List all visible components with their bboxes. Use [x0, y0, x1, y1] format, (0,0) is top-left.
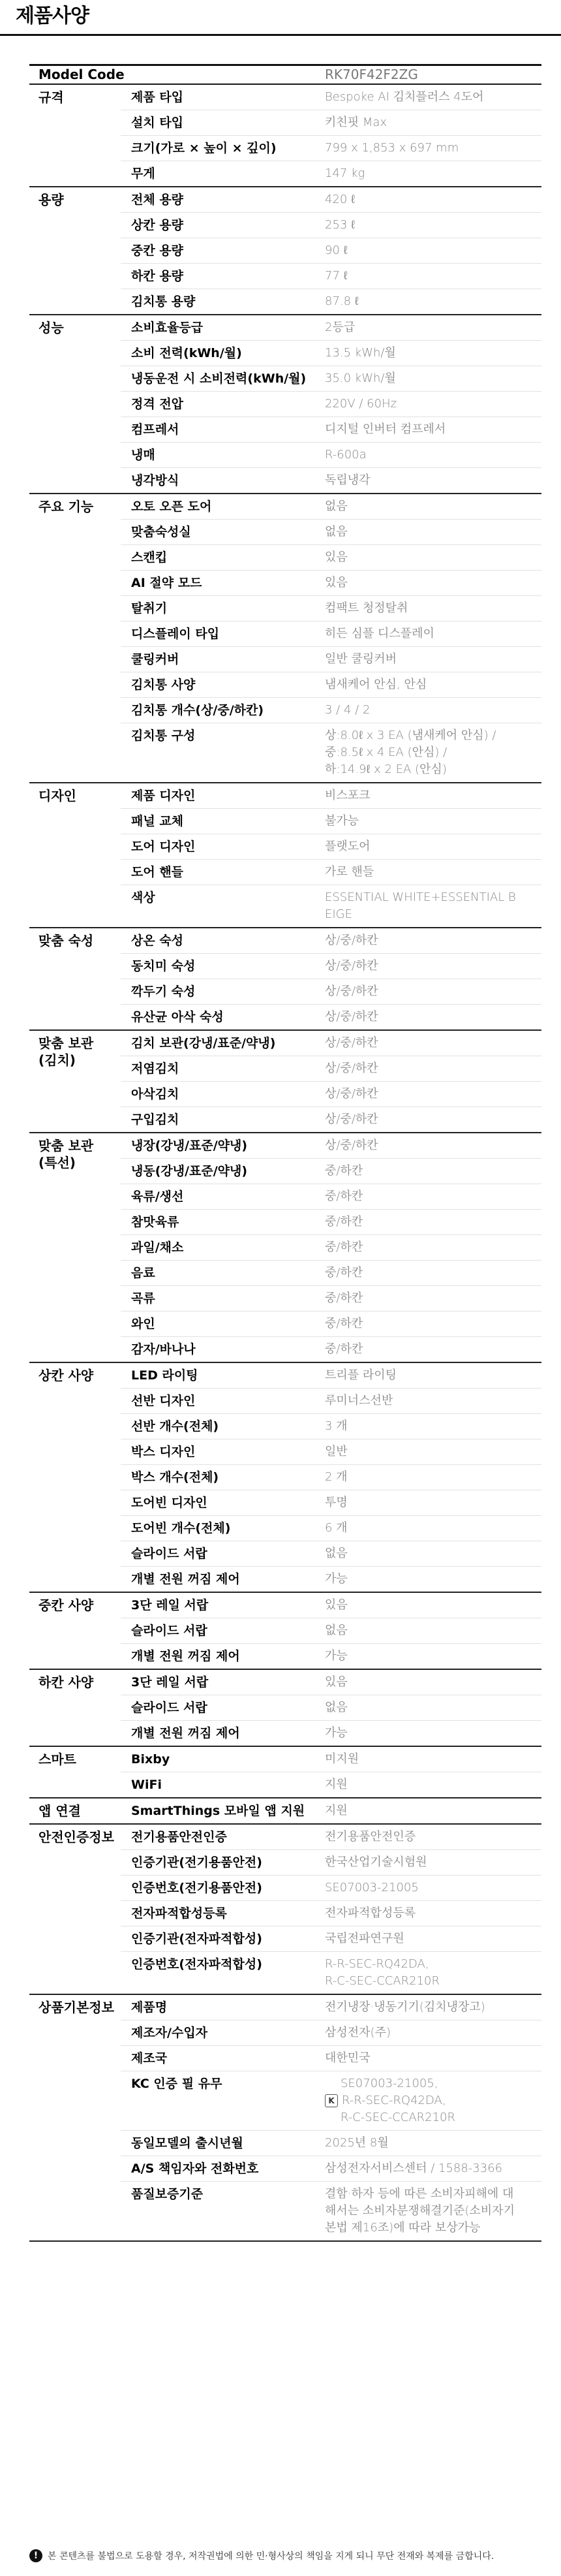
section-rows — [121, 1031, 541, 1132]
spec-value: 가능 — [325, 1572, 348, 1586]
spec-value: 2등급 — [325, 321, 356, 334]
kc-mark-icon: K — [325, 2094, 338, 2107]
spec-row — [121, 2156, 541, 2181]
spec-value: 삼성전자서비스센터 / 1588-3366 — [325, 2161, 503, 2175]
spec-key: 중칸 용량 — [131, 243, 184, 258]
spec-value: 냄새케어 안심, 안심 — [325, 678, 427, 691]
spec-row — [121, 953, 541, 979]
spec-key: 냉동운전 시 소비전력(kWh/월) — [131, 371, 307, 386]
section-rows — [121, 1670, 541, 1746]
spec-row — [121, 1643, 541, 1669]
spec-row — [121, 928, 541, 953]
spec-value: 상/중/하칸 — [325, 1112, 378, 1126]
section-label: 맞춤 보관 (특선) — [38, 1138, 94, 1170]
spec-key: 개별 전원 꺼짐 제어 — [131, 1572, 240, 1586]
spec-value: 대한민국 — [325, 2051, 371, 2065]
spec-section — [29, 1797, 541, 1823]
spec-row — [121, 289, 541, 314]
spec-value: 6 개 — [325, 1521, 348, 1535]
spec-key: 김치통 용량 — [131, 294, 196, 309]
spec-row — [121, 1772, 541, 1797]
spec-row — [121, 519, 541, 544]
spec-key: 디스플레이 타입 — [131, 627, 220, 641]
spec-value: 중/하칸 — [325, 1317, 363, 1330]
spec-row — [121, 1285, 541, 1311]
spec-row — [121, 1875, 541, 1900]
notice-text: 본 콘텐츠를 불법으로 도용할 경우, 저작권법에 의한 민·형사상의 책임을 지게 되니 무단 전재와 복제를 금합니다. — [48, 2551, 494, 2562]
spec-key: 김치통 구성 — [131, 729, 196, 743]
spec-key: KC 인증 필 유무 — [131, 2077, 222, 2091]
spec-value: 2025년 8월 — [325, 2136, 389, 2150]
spec-key: 하칸 용량 — [131, 269, 184, 283]
spec-key: 저염김치 — [131, 1061, 179, 1076]
spec-value: 삼성전자(주) — [325, 2026, 391, 2039]
spec-key: 패널 교체 — [131, 814, 184, 828]
spec-key: 감자/바나나 — [131, 1342, 196, 1357]
section-rows — [121, 783, 541, 927]
spec-key: AI 절약 모드 — [131, 576, 202, 590]
spec-value: 있음 — [325, 550, 348, 564]
spec-value: 전기용품안전인증 — [325, 1830, 416, 1844]
spec-row — [121, 1926, 541, 1951]
spec-key: 선반 디자인 — [131, 1394, 196, 1408]
spec-section — [29, 1592, 541, 1669]
spec-row — [121, 1618, 541, 1643]
spec-key: 전자파적합성등록 — [131, 1906, 227, 1921]
spec-key: 동치미 숙성 — [131, 959, 196, 973]
spec-section — [29, 1029, 541, 1132]
spec-value: 트리플 라이팅 — [325, 1368, 397, 1382]
spec-key: 와인 — [131, 1317, 155, 1331]
spec-row — [121, 570, 541, 595]
spec-value: 상/중/하칸 — [325, 1010, 378, 1024]
spec-row — [121, 2071, 541, 2130]
spec-key: 슬라이드 서랍 — [131, 1701, 207, 1715]
spec-key: 냉매 — [131, 448, 155, 462]
spec-section — [29, 927, 541, 1029]
spec-value: 87.8 ℓ — [325, 294, 359, 308]
spec-value: 불가능 — [325, 814, 359, 828]
spec-row — [121, 340, 541, 366]
spec-row — [121, 1515, 541, 1541]
section-rows — [121, 928, 541, 1029]
spec-row — [121, 1593, 541, 1618]
spec-key: 탈취기 — [131, 601, 168, 616]
spec-key: 제품명 — [131, 2000, 168, 2015]
kc-cert-line: SE07003-21005, — [341, 2077, 438, 2090]
spec-row — [121, 212, 541, 238]
spec-value: 중/하칸 — [325, 1164, 363, 1178]
spec-key: A/S 책임자와 전화번호 — [131, 2161, 259, 2176]
spec-key: 색상 — [131, 890, 155, 905]
spec-row — [121, 238, 541, 263]
spec-value: 일반 쿨링커버 — [325, 652, 397, 666]
spec-row — [121, 1849, 541, 1875]
spec-row — [121, 1004, 541, 1029]
section-rows — [121, 1363, 541, 1592]
spec-row — [121, 1234, 541, 1260]
spec-value: 없음 — [325, 1547, 348, 1560]
spec-row — [121, 2130, 541, 2156]
kc-cert-line: R-C-SEC-CCAR210R — [341, 2111, 456, 2124]
spec-section — [29, 186, 541, 314]
spec-value: 없음 — [325, 525, 348, 539]
spec-key: 아삭김치 — [131, 1087, 179, 1101]
spec-key: 제조자/수입자 — [131, 2026, 208, 2040]
spec-key: 곡류 — [131, 1291, 155, 1306]
spec-key: 동일모델의 출시년월 — [131, 2136, 243, 2150]
spec-key: 도어빈 개수(전체) — [131, 1521, 231, 1535]
spec-row — [121, 85, 541, 110]
model-code-value: RK70F42F2ZG — [325, 67, 418, 82]
spec-value: 중/하칸 — [325, 1189, 363, 1203]
spec-row — [121, 1695, 541, 1720]
spec-value: 지원 — [325, 1778, 348, 1791]
spec-row — [121, 2045, 541, 2071]
spec-value: R-R-SEC-RQ42DA, R-C-SEC-CCAR210R — [325, 1957, 440, 1988]
section-rows — [121, 1825, 541, 1994]
spec-value: 799 x 1,853 x 697 mm — [325, 141, 459, 155]
spec-value: 중/하칸 — [325, 1215, 363, 1229]
spec-value: 미지원 — [325, 1752, 359, 1766]
spec-key: 슬라이드 서랍 — [131, 1547, 207, 1561]
warning-icon: ! — [29, 2549, 42, 2562]
section-label: 상칸 사양 — [38, 1368, 94, 1383]
spec-key: 김치통 사양 — [131, 678, 196, 692]
spec-row — [121, 1388, 541, 1413]
spec-row — [121, 135, 541, 161]
model-code-label: Model Code — [38, 67, 125, 82]
spec-row — [121, 391, 541, 416]
spec-value: 있음 — [325, 1598, 348, 1612]
spec-key: 설치 타입 — [131, 116, 184, 130]
section-label: 성능 — [38, 320, 64, 336]
spec-row — [121, 1951, 541, 1994]
spec-row — [121, 1798, 541, 1823]
spec-value: 국립전파연구원 — [325, 1932, 404, 1945]
section-label: 안전인증정보 — [38, 1829, 114, 1845]
spec-value: 상:8.0ℓ x 3 EA (냄새케어 안심) / 중:8.5ℓ x 4 EA (안심) / 하:14.9ℓ x 2 EA (안심) — [325, 729, 496, 776]
section-label: 디자인 — [38, 788, 76, 804]
spec-row — [121, 1133, 541, 1158]
section-rows — [121, 187, 541, 314]
spec-row — [121, 595, 541, 621]
spec-value — [325, 2071, 541, 2130]
spec-value: 상/중/하칸 — [325, 959, 378, 973]
spec-value: 결함·하자 등에 따른 소비자피해에 대 해서는 소비자분쟁해결기준(소비자기 본법 제16조)에 따라 보상가능 — [325, 2187, 515, 2235]
section-label: 중칸 사양 — [38, 1597, 94, 1613]
spec-value: 있음 — [325, 1675, 348, 1689]
spec-key: 김치 보관(강냉/표준/약냉) — [131, 1036, 276, 1050]
spec-value: 상/중/하칸 — [325, 984, 378, 998]
spec-row — [121, 416, 541, 442]
spec-key: 개별 전원 꺼짐 제어 — [131, 1726, 240, 1740]
spec-value: 77 ℓ — [325, 269, 348, 283]
spec-key: 김치통 개수(상/중/하칸) — [131, 703, 264, 717]
copyright-notice — [29, 2549, 551, 2562]
spec-value: 비스포크 — [325, 789, 371, 802]
spec-value: 디지털 인버터 컴프레서 — [325, 422, 446, 436]
spec-row — [121, 783, 541, 808]
spec-key: 개별 전원 꺼짐 제어 — [131, 1649, 240, 1663]
spec-row — [121, 1464, 541, 1490]
spec-key: 제조국 — [131, 2051, 168, 2066]
spec-value: R-600a — [325, 448, 367, 462]
spec-key: 3단 레일 서랍 — [131, 1675, 209, 1689]
spec-row — [121, 1311, 541, 1336]
spec-section — [29, 1823, 541, 1994]
spec-row — [121, 315, 541, 340]
spec-row — [121, 494, 541, 519]
spec-row — [121, 1107, 541, 1132]
spec-row — [121, 1439, 541, 1464]
spec-section — [29, 1669, 541, 1746]
spec-value: 13.5 kWh/월 — [325, 346, 396, 360]
spec-row — [121, 834, 541, 859]
spec-key: 컴프레서 — [131, 422, 179, 437]
spec-key: 인증기관(전자파적합성) — [131, 1932, 262, 1946]
spec-key: 과일/채소 — [131, 1240, 184, 1255]
spec-row — [121, 1158, 541, 1184]
spec-value: 중/하칸 — [325, 1266, 363, 1280]
spec-value: 플랫도어 — [325, 840, 371, 853]
section-rows — [121, 85, 541, 186]
spec-section — [29, 1746, 541, 1797]
spec-table — [29, 64, 541, 2242]
spec-row — [121, 1260, 541, 1285]
spec-key: 참맛육류 — [131, 1215, 179, 1229]
spec-value: 상/중/하칸 — [325, 1139, 378, 1152]
spec-key: 음료 — [131, 1266, 155, 1280]
spec-row — [121, 1363, 541, 1388]
table-bottom-rule — [29, 2240, 541, 2242]
section-label: 규격 — [38, 89, 64, 105]
spec-row — [121, 1209, 541, 1234]
spec-row — [121, 1825, 541, 1849]
spec-value: 히든 심플 디스플레이 — [325, 627, 434, 640]
spec-section — [29, 493, 541, 782]
spec-value: 없음 — [325, 1701, 348, 1714]
spec-value: 가능 — [325, 1726, 348, 1740]
spec-value: 한국산업기술시험원 — [325, 1855, 427, 1869]
spec-row — [121, 859, 541, 885]
section-rows — [121, 1798, 541, 1823]
spec-row — [121, 697, 541, 723]
spec-value: 키친핏 Max — [325, 116, 387, 129]
spec-value: SE07003-21005 — [325, 1881, 419, 1894]
spec-section — [29, 782, 541, 927]
spec-key: LED 라이팅 — [131, 1368, 198, 1383]
spec-value: 없음 — [325, 1624, 348, 1637]
section-label: 맞춤 숙성 — [38, 933, 94, 949]
spec-row — [121, 161, 541, 186]
spec-key: 전체 용량 — [131, 193, 184, 207]
spec-value: 중/하칸 — [325, 1291, 363, 1305]
spec-value: 3 / 4 / 2 — [325, 703, 371, 717]
spec-row — [121, 187, 541, 212]
spec-key: 품질보증기준 — [131, 2187, 204, 2201]
spec-row — [121, 1336, 541, 1362]
spec-key: 구입김치 — [131, 1112, 179, 1127]
spec-section — [29, 1362, 541, 1592]
spec-value: 지원 — [325, 1804, 348, 1817]
spec-key: 인증번호(전기용품안전) — [131, 1881, 262, 1895]
spec-value: 420 ℓ — [325, 193, 355, 206]
spec-row — [121, 1995, 541, 2020]
section-rows — [121, 1593, 541, 1669]
spec-key: 슬라이드 서랍 — [131, 1624, 207, 1638]
spec-row — [121, 1081, 541, 1107]
spec-value: 2 개 — [325, 1470, 348, 1484]
spec-section — [29, 1994, 541, 2240]
spec-row — [121, 808, 541, 834]
spec-key: 제품 타입 — [131, 90, 184, 104]
spec-value: 전자파적합성등록 — [325, 1906, 416, 1920]
spec-key: 냉장(강냉/표준/약냉) — [131, 1139, 248, 1153]
spec-value: 일반 — [325, 1445, 348, 1458]
spec-value: 중/하칸 — [325, 1342, 363, 1356]
spec-key: 상칸 용량 — [131, 218, 184, 232]
spec-section — [29, 314, 541, 493]
spec-key: 냉각방식 — [131, 473, 179, 488]
spec-key: 소비효율등급 — [131, 321, 204, 335]
spec-row — [121, 2181, 541, 2240]
spec-row — [121, 544, 541, 570]
spec-row — [121, 2020, 541, 2045]
spec-row — [121, 1490, 541, 1515]
spec-value: 있음 — [325, 576, 348, 589]
kc-cert-line: R-R-SEC-RQ42DA, — [342, 2094, 446, 2107]
spec-row — [121, 1184, 541, 1209]
spec-section — [29, 1132, 541, 1362]
spec-value: 253 ℓ — [325, 218, 355, 232]
spec-row — [121, 1670, 541, 1695]
title-divider — [0, 34, 561, 36]
spec-key: 도어빈 디자인 — [131, 1496, 207, 1510]
spec-row — [121, 1720, 541, 1746]
page-title: 제품사양 — [16, 5, 89, 27]
spec-key: 인증번호(전자파적합성) — [131, 1957, 262, 1971]
spec-row — [121, 979, 541, 1004]
spec-key: 박스 디자인 — [131, 1445, 196, 1459]
spec-key: 박스 개수(전체) — [131, 1470, 219, 1484]
spec-key: 맞춤숙성실 — [131, 525, 191, 539]
section-rows — [121, 494, 541, 782]
spec-key: 소비 전력(kWh/월) — [131, 346, 242, 360]
spec-row — [121, 467, 541, 493]
spec-key: 쿨링커버 — [131, 652, 179, 667]
section-label: 주요 기능 — [38, 499, 94, 514]
spec-row — [121, 442, 541, 467]
spec-value: 상/중/하칸 — [325, 934, 378, 947]
section-rows — [121, 1133, 541, 1362]
section-rows — [121, 1747, 541, 1797]
spec-value: 가능 — [325, 1649, 348, 1663]
spec-value: 독립냉각 — [325, 473, 371, 487]
spec-row — [121, 672, 541, 697]
spec-key: 크기(가로 × 높이 × 깊이) — [131, 141, 277, 155]
section-label: 맞춤 보관 (김치) — [38, 1035, 94, 1068]
spec-row — [121, 723, 541, 782]
spec-row — [121, 366, 541, 391]
spec-row — [121, 1900, 541, 1926]
spec-key: 냉동(강냉/표준/약냉) — [131, 1164, 248, 1178]
spec-value: 투명 — [325, 1496, 348, 1509]
spec-key: 인증기관(전기용품안전) — [131, 1855, 262, 1870]
spec-row — [121, 646, 541, 672]
section-rows — [121, 315, 541, 493]
spec-row — [121, 621, 541, 646]
spec-key: Bixby — [131, 1752, 170, 1767]
spec-key: SmartThings 모바일 앱 지원 — [131, 1804, 305, 1818]
model-code-row — [29, 64, 541, 84]
spec-key: 스캔킵 — [131, 550, 168, 565]
section-label: 하칸 사양 — [38, 1674, 94, 1690]
spec-value: 전기냉장·냉동기기(김치냉장고) — [325, 2000, 485, 2014]
spec-key: 선반 개수(전체) — [131, 1419, 219, 1434]
spec-key: 상온 숙성 — [131, 934, 184, 948]
spec-value: 220V / 60Hz — [325, 397, 397, 411]
spec-value: Bespoke AI 김치플러스 4도어 — [325, 90, 484, 104]
spec-value: 중/하칸 — [325, 1240, 363, 1254]
section-label: 상품기본정보 — [38, 2000, 114, 2015]
spec-row — [121, 885, 541, 927]
spec-key: 도어 핸들 — [131, 865, 184, 879]
spec-key: 깍두기 숙성 — [131, 984, 196, 999]
spec-section — [29, 84, 541, 186]
spec-key: 제품 디자인 — [131, 789, 196, 803]
spec-value: 147 kg — [325, 166, 365, 180]
spec-key: 육류/생선 — [131, 1189, 184, 1204]
spec-value: 상/중/하칸 — [325, 1087, 378, 1101]
spec-row — [121, 1413, 541, 1439]
spec-value: 상/중/하칸 — [325, 1061, 378, 1075]
spec-value: 컴팩트 청정탈취 — [325, 601, 408, 615]
spec-row — [121, 1566, 541, 1592]
section-label: 스마트 — [38, 1751, 76, 1767]
spec-row — [121, 263, 541, 289]
spec-value: 3 개 — [325, 1419, 348, 1433]
spec-key: 3단 레일 서랍 — [131, 1598, 209, 1612]
spec-value: 90 ℓ — [325, 243, 348, 257]
spec-row — [121, 1056, 541, 1081]
spec-key: 도어 디자인 — [131, 840, 196, 854]
spec-key: 정격 전압 — [131, 397, 184, 411]
spec-row — [121, 1747, 541, 1772]
spec-key: 오토 오픈 도어 — [131, 499, 212, 514]
spec-key: 전기용품안전인증 — [131, 1830, 227, 1844]
spec-row — [121, 1031, 541, 1056]
spec-key: WiFi — [131, 1778, 162, 1792]
spec-key: 무게 — [131, 166, 155, 181]
spec-value: 상/중/하칸 — [325, 1036, 378, 1050]
spec-value: ESSENTIAL WHITE+ESSENTIAL B EIGE — [325, 890, 516, 921]
spec-key: 유산균 아삭 숙성 — [131, 1010, 224, 1024]
spec-value: 가로 핸들 — [325, 865, 374, 879]
spec-row — [121, 110, 541, 135]
section-label: 용량 — [38, 192, 64, 208]
spec-row — [121, 1541, 541, 1566]
spec-value: 35.0 kWh/월 — [325, 371, 396, 385]
spec-value: 루미너스선반 — [325, 1394, 393, 1407]
section-rows — [121, 1995, 541, 2240]
spec-value: 없음 — [325, 499, 348, 513]
section-label: 앱 연결 — [38, 1803, 81, 1819]
